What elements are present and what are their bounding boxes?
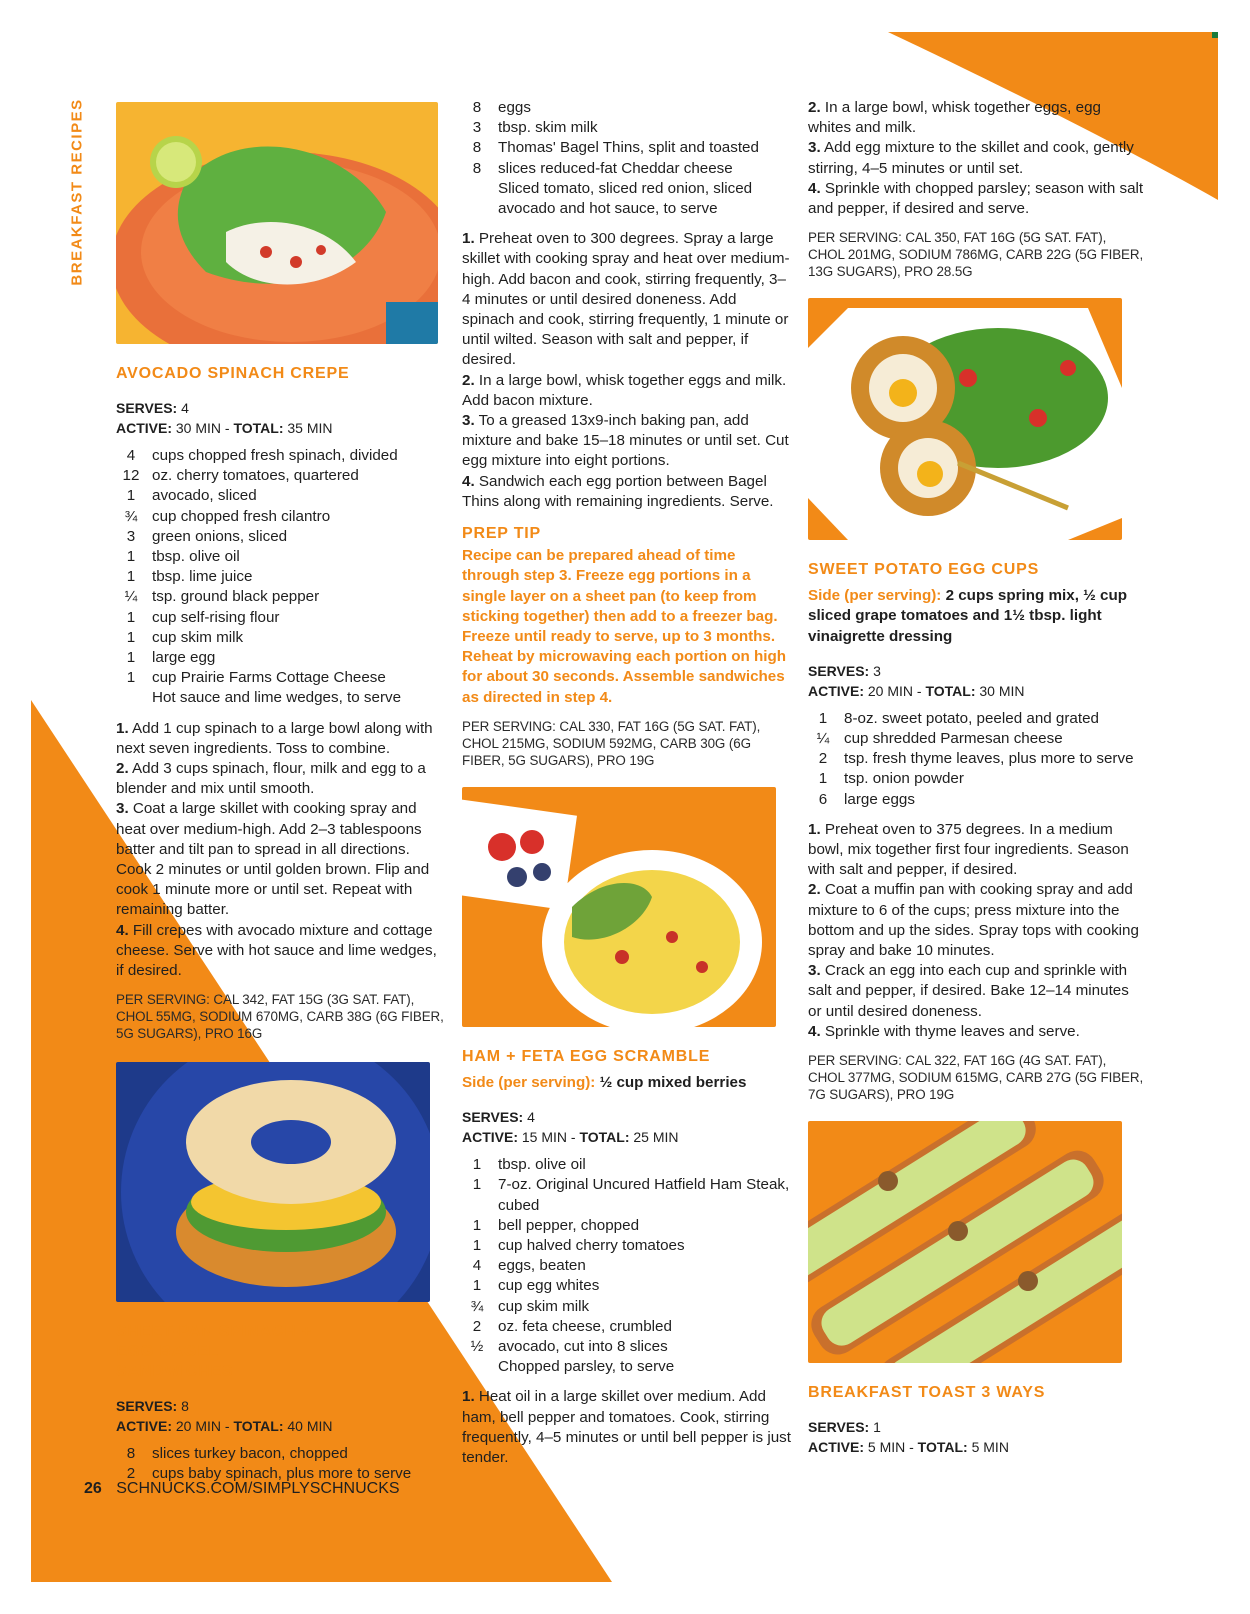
recipe-side: Side (per serving): ½ cup mixed berries [462, 1073, 747, 1091]
nutrition-info: PER SERVING: CAL 322, FAT 16G (4G SAT. FAT), CHOL 377MG, SODIUM 615MG, CARB 27G (5G FIBER, 7G SUGARS), PRO 19G [808, 1053, 1144, 1103]
step-number: 2. [808, 99, 821, 116]
recipe-title: AVOCADO SPINACH CREPE [116, 365, 350, 382]
ingredient-item [116, 688, 446, 708]
ingredient-text: large eggs [844, 790, 915, 808]
ingredient-item [462, 1337, 792, 1357]
step-text: Sandwich each egg portion between Bagel Thins along with remaining ingredients. Serve. [462, 472, 774, 510]
ingredient-list [808, 709, 1144, 810]
prep-tip-title: PREP TIP [462, 525, 542, 543]
nutrition-info: PER SERVING: CAL 342, FAT 15G (3G SAT. FAT), CHOL 55MG, SODIUM 670MG, CARB 38G (6G FIBER, 5G SUGARS), PRO 16G [116, 992, 444, 1042]
ingredient-quantity: 3 [472, 119, 482, 137]
ingredient-item [116, 648, 446, 668]
step-text: In a large bowl, whisk together eggs, egg whites and milk. [808, 99, 1101, 137]
ingredient-text: 8-oz. sweet potato, peeled and grated [844, 709, 1099, 727]
step-text: Preheat oven to 375 degrees. In a medium bowl, mix together first four ingredients. Season with salt and pepper, if desired. [808, 820, 1129, 879]
step-number: 1. [116, 719, 129, 737]
ingredient-item [808, 749, 1144, 769]
ingredient-text: tsp. fresh thyme leaves, plus more to serve [844, 750, 1134, 768]
step-text: Add egg mixture to the skillet and cook, gently stirring, 4–5 minutes or until set. [808, 139, 1134, 177]
ingredient-text: avocado, cut into 8 slices [498, 1337, 668, 1355]
ingredient-quantity: 8 [472, 159, 482, 177]
ingredient-text: eggs, beaten [498, 1257, 586, 1275]
ingredient-quantity: ½ [470, 1337, 484, 1355]
ingredient-text: tbsp. lime juice [152, 568, 253, 586]
step-number: 3. [808, 139, 821, 157]
ingredient-item [462, 118, 792, 138]
step-number: 3. [462, 412, 475, 430]
ingredient-text: Thomas' Bagel Thins, split and toasted [498, 139, 759, 157]
step-number: 2. [808, 881, 821, 899]
recipe-step [808, 1022, 1144, 1042]
ingredient-item [808, 709, 1144, 729]
recipe-steps [808, 98, 1144, 219]
column-left [116, 102, 446, 1485]
ingredient-quantity: 1 [818, 770, 828, 788]
ingredient-quantity: 1 [126, 669, 136, 687]
recipe-step [116, 759, 446, 799]
nutrition-info: PER SERVING: CAL 350, FAT 16G (5G SAT. FAT), CHOL 201MG, SODIUM 786MG, CARB 22G (5G FIBER, 13G SUGARS), PRO 28.5G [808, 230, 1144, 280]
ingredient-text: tbsp. skim milk [498, 119, 598, 137]
recipe-title: HAM + FETA EGG SCRAMBLE [462, 1047, 711, 1065]
ingredient-item [116, 466, 446, 486]
ingredient-text: cup Prairie Farms Cottage Cheese [152, 669, 386, 687]
ingredient-quantity: 1 [818, 709, 828, 727]
ingredient-text: eggs [498, 99, 531, 116]
step-number: 2. [462, 371, 475, 389]
ingredient-text: cup skim milk [152, 628, 244, 646]
recipe-title: BREAKFAST TOAST 3 WAYS [808, 1384, 1046, 1402]
ingredient-quantity: 1 [126, 628, 136, 646]
ingredient-item [116, 567, 446, 587]
ingredient-list [116, 1444, 446, 1484]
step-text: To a greased 13x9-inch baking pan, add mixture and bake 15–18 minutes or until set. Cut egg mixture into eight portions. [462, 412, 789, 470]
ingredient-quantity: ¾ [124, 507, 138, 525]
recipe-title: SWEET POTATO EGG CUPS [808, 561, 1040, 579]
ingredient-item [462, 1175, 792, 1215]
ingredient-text: cups baby spinach, plus more to serve [152, 1465, 412, 1483]
ingredient-item [116, 608, 446, 628]
ingredient-quantity: 8 [126, 1445, 136, 1463]
step-text: Sprinkle with chopped parsley; season with salt and pepper, if desired and serve. [808, 179, 1144, 218]
ingredient-item [462, 98, 792, 118]
ingredient-item [116, 587, 446, 607]
step-number: 2. [116, 760, 129, 778]
ingredient-quantity: 1 [472, 1236, 482, 1254]
step-number: 4. [808, 179, 821, 197]
recipe-step [808, 820, 1144, 881]
egg-scramble-photo-icon [462, 787, 776, 1027]
step-text: Preheat oven to 300 degrees. Spray a large skillet with cooking spray and heat over medium-high. Add bacon and cook, stirring frequently, 3–4 minutes or until desired doneness. Add spinach and cook, stirring frequently, 1 minute or until wilted. Season with salt and pepper, if desired. [462, 230, 790, 369]
ingredient-item [462, 1155, 792, 1175]
ingredient-list [116, 446, 446, 709]
column-middle [462, 98, 792, 1468]
ingredient-quantity: ¼ [124, 588, 138, 606]
ingredient-quantity: 8 [472, 139, 482, 157]
recipe-step [462, 472, 792, 512]
ingredient-text: bell pepper, chopped [498, 1216, 640, 1234]
prep-tip-text: Recipe can be prepared ahead of time through step 3. Freeze egg portions in a single layer on a sheet pan (to keep from sticking together) then add to a freezer bag. Freeze until ready to serve, up to 3 months. Reheat by microwaving each portion on high for about 30 seconds. Assemble sandwiches as directed in step 4. [462, 547, 787, 706]
ingredient-text: slices reduced-fat Cheddar cheese [498, 159, 733, 177]
ingredient-item [116, 1444, 446, 1464]
ingredient-quantity: 1 [126, 548, 136, 566]
recipe-step [462, 371, 792, 411]
breakfast-toast-photo-icon [808, 1121, 1122, 1363]
ingredient-text: cup self-rising flour [152, 608, 280, 626]
ingredient-quantity: 4 [472, 1257, 482, 1275]
ingredient-item [462, 179, 792, 219]
recipe-step [462, 1387, 792, 1468]
ingredient-quantity: 12 [122, 467, 140, 485]
ingredient-quantity: 2 [472, 1317, 482, 1335]
step-text: Sprinkle with thyme leaves and serve. [820, 1022, 1080, 1040]
recipe-step [116, 921, 446, 982]
recipe-title: SHEET-PAN SPINACH + EGG BAGEL SANDWICHES [116, 1323, 312, 1381]
step-number: 4. [116, 921, 129, 939]
ingredient-text: cup skim milk [498, 1297, 590, 1315]
step-number: 4. [808, 1022, 821, 1040]
recipe-meta: SERVES: 1 ACTIVE: 5 MIN - TOTAL: 5 MIN [808, 1419, 1009, 1456]
ingredient-text: tbsp. olive oil [498, 1156, 586, 1174]
bagel-sandwich-photo-icon [116, 1062, 430, 1302]
step-number: 3. [116, 800, 129, 818]
ingredient-item [462, 1297, 792, 1317]
sweet-potato-egg-cups-photo-icon [808, 298, 1122, 540]
ingredient-item [116, 527, 446, 547]
ingredient-item [116, 486, 446, 506]
recipe-steps [462, 1387, 792, 1468]
recipe-step [808, 179, 1144, 219]
recipe-steps [462, 229, 792, 512]
ingredient-quantity: 1 [472, 1156, 482, 1174]
ingredient-item [808, 790, 1144, 810]
recipe-step [462, 411, 792, 472]
column-right [808, 98, 1144, 1457]
ingredient-text: slices turkey bacon, chopped [152, 1445, 348, 1463]
step-number: 1. [808, 820, 821, 838]
step-number: 3. [808, 962, 821, 980]
ingredient-text: 7-oz. Original Uncured Hatfield Ham Steak, cubed [498, 1176, 790, 1214]
ingredient-quantity: 1 [126, 568, 136, 586]
ingredient-quantity [116, 688, 152, 708]
recipe-step [808, 138, 1144, 178]
step-text: In a large bowl, whisk together eggs and milk. Add bacon mixture. [462, 371, 787, 409]
ingredient-text: large egg [152, 649, 216, 667]
ingredient-quantity: 4 [126, 447, 136, 464]
ingredient-item [462, 1216, 792, 1236]
ingredient-quantity: ¼ [816, 730, 830, 748]
ingredient-item [116, 628, 446, 648]
ingredient-text: cup halved cherry tomatoes [498, 1236, 685, 1254]
step-number: 4. [462, 472, 475, 490]
ingredient-item [462, 138, 792, 158]
ingredient-quantity: 1 [472, 1216, 482, 1234]
ingredient-quantity: 3 [126, 527, 136, 545]
step-text: Add 3 cups spinach, flour, milk and egg to a blender and mix until smooth. [116, 760, 426, 798]
ingredient-text: Chopped parsley, to serve [498, 1358, 675, 1376]
ingredient-quantity: 1 [472, 1277, 482, 1295]
recipe-step [116, 719, 446, 759]
page-footer [84, 1480, 400, 1498]
recipe-step [462, 229, 792, 370]
recipe-step [808, 880, 1144, 961]
ingredient-text: tsp. onion powder [844, 770, 964, 788]
ingredient-item [116, 507, 446, 527]
ingredient-item [462, 1357, 792, 1377]
ingredient-quantity: ¾ [470, 1297, 484, 1315]
ingredient-text: avocado, sliced [152, 487, 257, 505]
ingredient-text: green onions, sliced [152, 527, 288, 545]
recipe-side: Side (per serving): 2 cups spring mix, ½ cup sliced grape tomatoes and 1½ tbsp. light vinaigrette dressing [808, 587, 1128, 645]
ingredient-text: tsp. ground black pepper [152, 588, 320, 606]
ingredient-quantity: 2 [818, 750, 828, 768]
recipe-meta: SERVES: 3 ACTIVE: 20 MIN - TOTAL: 30 MIN [808, 662, 1025, 699]
step-text: Coat a large skillet with cooking spray and heat over medium-high. Add 2–3 tablespoons batter and tilt pan to spread in all directions. Cook 2 minutes or until golden brown. Flip and cook 1 minute more or until set. Repeat with remaining batter. [116, 800, 430, 919]
ingredient-text: Hot sauce and lime wedges, to serve [152, 689, 402, 707]
ingredient-quantity: 2 [126, 1465, 136, 1483]
ingredient-quantity: 1 [472, 1176, 482, 1194]
recipe-step [116, 799, 446, 920]
ingredient-quantity [462, 179, 498, 219]
step-text: Heat oil in a large skillet over medium. Add ham, bell pepper and tomatoes. Cook, stirring frequently, 4–5 minutes or until bell pepper is just tender. [462, 1388, 791, 1466]
ingredient-text: cups chopped fresh spinach, divided [152, 447, 398, 464]
footer-url: SCHNUCKS.COM/SIMPLYSCHNUCKS [116, 1480, 400, 1497]
ingredient-quantity: 8 [472, 99, 482, 116]
recipe-step [808, 961, 1144, 1022]
ingredient-text: Sliced tomato, sliced red onion, sliced avocado and hot sauce, to serve [498, 179, 753, 218]
ingredient-quantity [462, 1357, 498, 1377]
ingredient-item [462, 1236, 792, 1256]
ingredient-item [462, 159, 792, 179]
step-text: Fill crepes with avocado mixture and cottage cheese. Serve with hot sauce and lime wedges, if desired. [116, 921, 437, 980]
recipe-meta: SERVES: 4 ACTIVE: 15 MIN - TOTAL: 25 MIN [462, 1109, 679, 1146]
page-number: 26 [84, 1480, 102, 1497]
ingredient-text: oz. cherry tomatoes, quartered [152, 467, 359, 485]
ingredient-quantity: 6 [818, 790, 828, 808]
ingredient-text: oz. feta cheese, crumbled [498, 1317, 672, 1335]
recipe-step [808, 98, 1144, 138]
step-number: 1. [462, 1388, 475, 1406]
recipe-meta: SERVES: 4 ACTIVE: 30 MIN - TOTAL: 35 MIN [116, 400, 333, 436]
ingredient-quantity: 1 [126, 649, 136, 667]
ingredient-quantity: 1 [126, 487, 136, 505]
ingredient-item [116, 668, 446, 688]
ingredient-item [462, 1317, 792, 1337]
step-text: Crack an egg into each cup and sprinkle with salt and pepper, if desired. Bake 12–14 minutes or until desired doneness. [808, 962, 1129, 1020]
ingredient-list [462, 1155, 792, 1377]
ingredient-item [116, 446, 446, 466]
recipe-steps [116, 719, 446, 982]
ingredient-item [808, 769, 1144, 789]
ingredient-item [462, 1276, 792, 1296]
crepe-photo-icon [116, 102, 438, 344]
ingredient-item [808, 729, 1144, 749]
ingredient-quantity: 1 [126, 608, 136, 626]
nutrition-info: PER SERVING: CAL 330, FAT 16G (5G SAT. FAT), CHOL 215MG, SODIUM 592MG, CARB 30G (6G FIBER, 5G SUGARS), PRO 19G [462, 718, 761, 768]
ingredient-list [462, 98, 792, 219]
step-text: Add 1 cup spinach to a large bowl along with next seven ingredients. Toss to combine. [116, 719, 433, 757]
section-label: BREAKFAST RECIPES [68, 98, 86, 286]
recipe-meta: SERVES: 8 ACTIVE: 20 MIN - TOTAL: 40 MIN [116, 1398, 333, 1435]
step-number: 1. [462, 230, 475, 248]
ingredient-item [462, 1256, 792, 1276]
ingredient-text: cup egg whites [498, 1277, 600, 1295]
ingredient-item [116, 547, 446, 567]
ingredient-text: cup chopped fresh cilantro [152, 507, 331, 525]
ingredient-text: tbsp. olive oil [152, 548, 240, 566]
recipe-steps [808, 820, 1144, 1042]
ingredient-text: cup shredded Parmesan cheese [844, 730, 1063, 748]
step-text: Coat a muffin pan with cooking spray and add mixture to 6 of the cups; press mixture into the bottom and up the sides. Spray tops with cooking spray and bake 10 minutes. [808, 881, 1139, 960]
